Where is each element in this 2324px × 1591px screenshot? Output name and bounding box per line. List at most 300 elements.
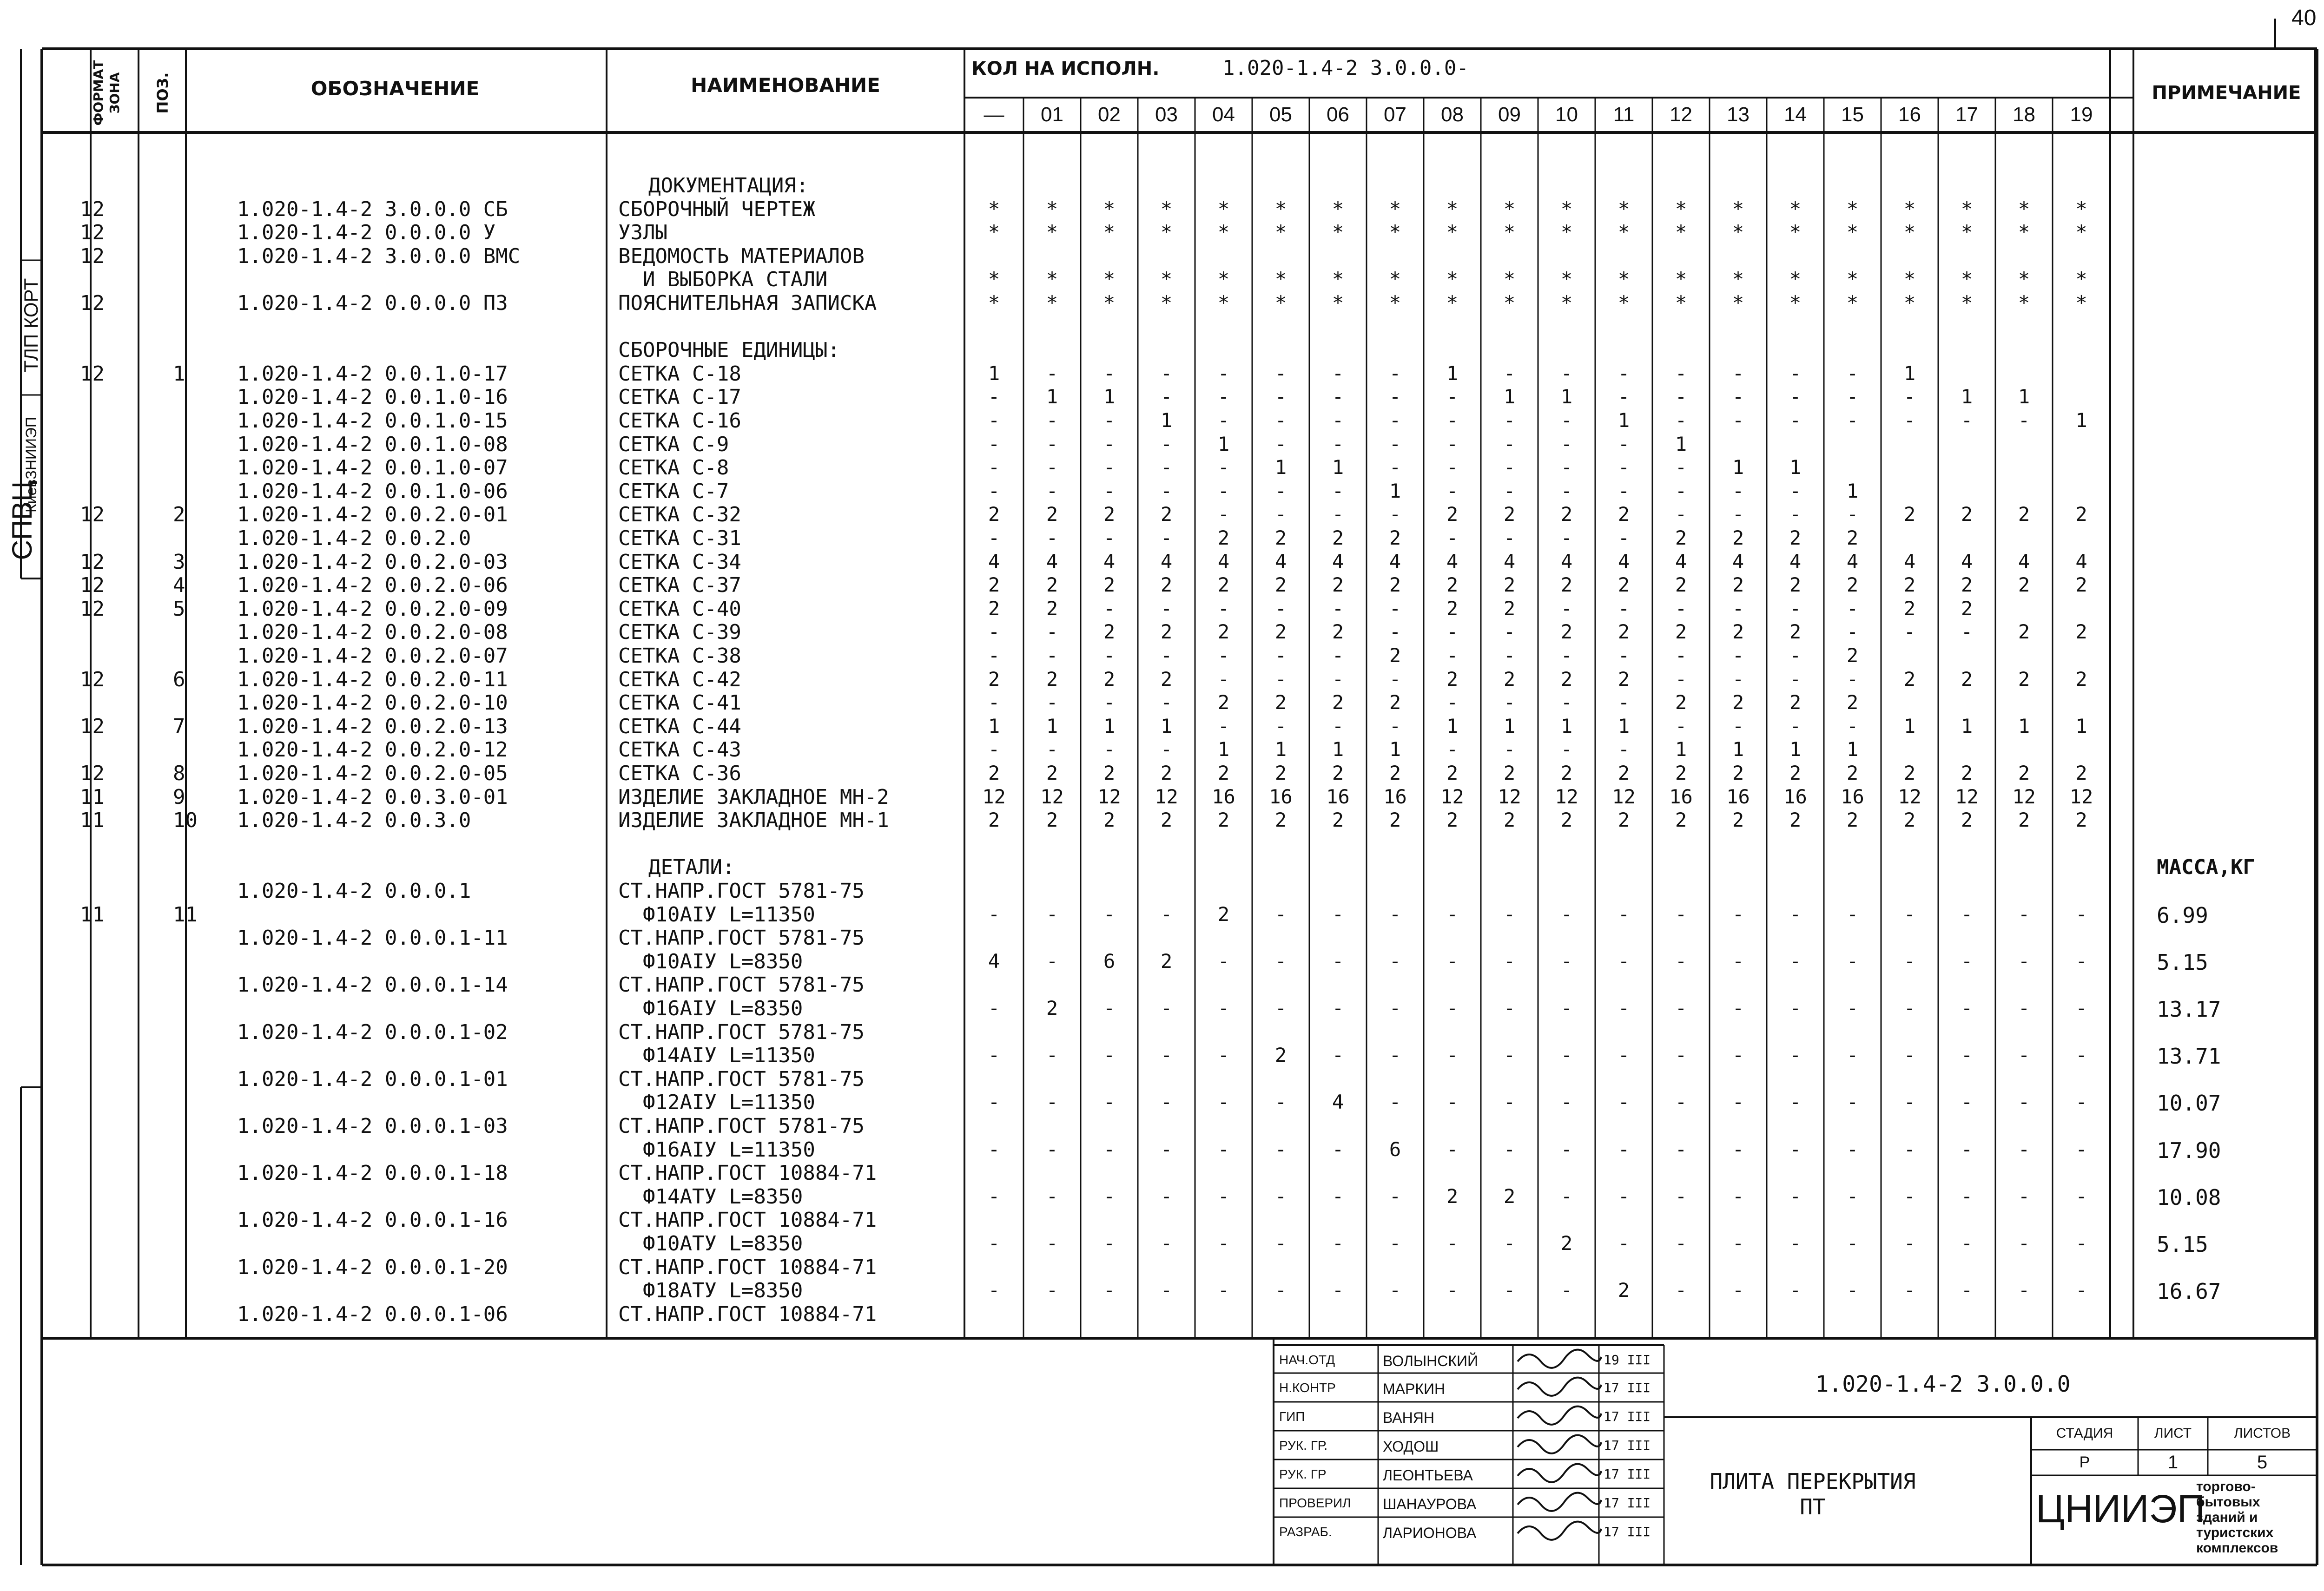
qty-cell: -: [1160, 432, 1173, 455]
qty-cell: -: [1160, 456, 1173, 479]
qty-cell: -: [2018, 1184, 2030, 1208]
qty-cell: -: [1103, 362, 1116, 385]
qty-cell: -: [1503, 479, 1516, 502]
qty-cell: -: [1560, 597, 1573, 620]
qty-cell: 1: [1389, 738, 1401, 761]
row-designation: 1.020-1.4-2 0.0.2.0-12: [237, 738, 508, 762]
qty-cell: 2: [1103, 503, 1116, 526]
qty-cell: -: [1903, 949, 1916, 973]
qty-cell: -: [1503, 997, 1516, 1019]
qty-cell: -: [1560, 691, 1573, 714]
mass-header: МАССА,КГ: [2157, 855, 2255, 880]
qty-cell: -: [1789, 1091, 1802, 1114]
qty-cell: -: [1732, 385, 1744, 408]
code-label: СПВЦ: [7, 480, 38, 560]
qty-cell: 4: [1846, 550, 1859, 573]
row-format: 11: [80, 809, 105, 833]
qty-cell: -: [1446, 1279, 1459, 1302]
qty-cell: -: [1389, 902, 1401, 926]
qty-cell: *: [988, 221, 1000, 244]
qty-cell: -: [1618, 385, 1630, 408]
qty-cell: -: [1560, 997, 1573, 1019]
qty-cell: -: [2075, 1184, 2087, 1208]
qty-cell: -: [1560, 1091, 1573, 1114]
qty-cell: -: [1160, 479, 1173, 502]
qty-cell: 2: [1846, 573, 1859, 597]
row-name: СТ.НАПР.ГОСТ 10884-71: [618, 1302, 877, 1326]
qty-cell: 2: [1046, 997, 1058, 1019]
qty-cell: -: [1217, 456, 1230, 479]
qty-cell: -: [1446, 1044, 1459, 1067]
qty-cell: 4: [988, 949, 1000, 973]
qty-cell: *: [1846, 197, 1859, 220]
row-name: СЕТКА С-17: [618, 385, 741, 409]
qty-cell: 1: [1618, 714, 1630, 737]
qty-cell: -: [1046, 526, 1058, 549]
row-name: СТ.НАПР.ГОСТ 5781-75: [618, 1114, 865, 1138]
variant-header: 05: [1269, 103, 1292, 126]
qty-cell: *: [1503, 197, 1516, 220]
qty-cell: -: [1217, 1137, 1230, 1161]
signer-date: 17 III: [1604, 1495, 1651, 1511]
qty-cell: -: [1961, 1184, 1973, 1208]
qty-cell: -: [1618, 456, 1630, 479]
qty-cell: -: [1618, 949, 1630, 973]
qty-cell: -: [1732, 503, 1744, 526]
qty-cell: -: [1103, 432, 1116, 455]
row-name: Ф10АIУ L=8350: [618, 949, 803, 973]
qty-cell: -: [1389, 714, 1401, 737]
qty-cell: 1: [1046, 385, 1058, 408]
variant-header: 19: [2070, 103, 2093, 126]
qty-cell: -: [1846, 667, 1859, 690]
qty-cell: -: [1274, 1279, 1287, 1302]
qty-cell: 2: [1446, 762, 1459, 784]
signer-name: ЛЕОНТЬЕВА: [1383, 1467, 1473, 1484]
qty-cell: -: [1675, 714, 1687, 737]
qty-cell: *: [1560, 291, 1573, 314]
qty-cell: 2: [2018, 503, 2030, 526]
row-format: 11: [80, 902, 105, 927]
qty-cell: -: [1160, 1184, 1173, 1208]
qty-cell: *: [1103, 197, 1116, 220]
row-name: УЗЛЫ: [618, 221, 667, 245]
qty-cell: -: [1332, 385, 1344, 408]
qty-cell: 1: [1675, 432, 1687, 455]
qty-cell: -: [1618, 1091, 1630, 1114]
qty-cell: 2: [2018, 667, 2030, 690]
qty-cell: -: [1903, 385, 1916, 408]
signer-name: ХОДОШ: [1383, 1438, 1439, 1455]
qty-cell: -: [2018, 1232, 2030, 1255]
signer-name: ВОЛЫНСКИЙ: [1383, 1353, 1478, 1369]
qty-cell: *: [1217, 221, 1230, 244]
qty-cell: 12: [982, 785, 1006, 808]
qty-cell: -: [1675, 1232, 1687, 1255]
qty-cell: 2: [1103, 667, 1116, 690]
qty-cell: 1: [1903, 714, 1916, 737]
qty-cell: *: [2075, 268, 2087, 291]
qty-cell: -: [988, 526, 1000, 549]
row-name: СТ.НАПР.ГОСТ 10884-71: [618, 1161, 877, 1185]
row-name: Ф10АIУ L=11350: [618, 902, 815, 927]
qty-cell: -: [1217, 385, 1230, 408]
qty-cell: -: [1103, 738, 1116, 761]
qty-cell: -: [988, 738, 1000, 761]
qty-cell: -: [1332, 362, 1344, 385]
qty-cell: *: [988, 197, 1000, 220]
qty-cell: -: [1217, 503, 1230, 526]
mass-value: 5.15: [2157, 949, 2208, 975]
qty-cell: -: [1217, 1232, 1230, 1255]
qty-cell: -: [1618, 362, 1630, 385]
qty-cell: -: [1903, 1184, 1916, 1208]
variant-header: 18: [2013, 103, 2035, 126]
qty-cell: 2: [1903, 597, 1916, 620]
qty-cell: -: [1446, 691, 1459, 714]
qty-cell: 1: [1846, 479, 1859, 502]
row-pos: 2: [173, 503, 185, 527]
qty-cell: *: [1961, 221, 1973, 244]
signature: [1518, 1407, 1601, 1425]
qty-cell: 2: [1274, 526, 1287, 549]
qty-cell: -: [1274, 1232, 1287, 1255]
qty-cell: -: [1332, 714, 1344, 737]
qty-cell: -: [1274, 949, 1287, 973]
qty-cell: -: [1160, 691, 1173, 714]
qty-cell: 2: [2018, 809, 2030, 832]
qty-cell: 12: [1040, 785, 1064, 808]
qty-cell: *: [1789, 197, 1802, 220]
qty-cell: -: [1160, 1279, 1173, 1302]
signer-role: Н.КОНТР: [1279, 1381, 1336, 1395]
qty-cell: *: [1274, 268, 1287, 291]
qty-cell: -: [1789, 902, 1802, 926]
org-subtitle: торгово-: [2196, 1479, 2256, 1494]
qty-cell: 2: [1503, 667, 1516, 690]
qty-cell: -: [1446, 456, 1459, 479]
qty-cell: -: [1903, 409, 1916, 432]
qty-cell: -: [988, 1279, 1000, 1302]
qty-cell: -: [1732, 1137, 1744, 1161]
qty-cell: -: [1103, 456, 1116, 479]
row-designation: 1.020-1.4-2 0.0.0.1-16: [237, 1208, 508, 1232]
variant-header: 09: [1498, 103, 1521, 126]
qty-cell: -: [1789, 997, 1802, 1019]
qty-cell: 2: [1446, 809, 1459, 832]
qty-cell: *: [1332, 291, 1344, 314]
row-name: Ф14АIУ L=11350: [618, 1044, 815, 1068]
signer-name: ВАНЯН: [1383, 1409, 1434, 1426]
qty-cell: -: [1046, 1184, 1058, 1208]
qty-cell: -: [2018, 409, 2030, 432]
qty-cell: *: [2075, 197, 2087, 220]
row-pos: 7: [173, 714, 185, 738]
qty-cell: -: [1675, 409, 1687, 432]
qty-cell: -: [2018, 902, 2030, 926]
header-name: НАИМЕНОВАНИЕ: [691, 74, 880, 97]
row-designation: 1.020-1.4-2 0.0.0.0 У: [237, 221, 496, 245]
qty-cell: -: [1446, 620, 1459, 644]
qty-cell: -: [1732, 902, 1744, 926]
variant-header: 12: [1670, 103, 1692, 126]
qty-cell: -: [1789, 644, 1802, 667]
qty-cell: -: [1560, 1184, 1573, 1208]
qty-cell: -: [1160, 902, 1173, 926]
qty-cell: -: [1217, 667, 1230, 690]
qty-cell: *: [988, 268, 1000, 291]
row-name: ИЗДЕЛИЕ ЗАКЛАДНОЕ МН-2: [618, 785, 889, 809]
qty-cell: -: [1732, 644, 1744, 667]
qty-cell: -: [1675, 1091, 1687, 1114]
qty-cell: -: [1217, 1184, 1230, 1208]
qty-cell: -: [1389, 1184, 1401, 1208]
qty-cell: 2: [2018, 620, 2030, 644]
qty-cell: -: [1046, 1137, 1058, 1161]
qty-cell: 4: [2075, 550, 2087, 573]
qty-cell: 2: [1160, 667, 1173, 690]
signer-date: 19 III: [1604, 1352, 1651, 1367]
qty-cell: -: [1332, 997, 1344, 1019]
qty-cell: -: [1503, 526, 1516, 549]
qty-cell: -: [1560, 479, 1573, 502]
qty-cell: -: [1332, 1184, 1344, 1208]
qty-cell: *: [1389, 268, 1401, 291]
qty-cell: 2: [1389, 762, 1401, 784]
qty-cell: *: [1618, 197, 1630, 220]
qty-cell: -: [1846, 1137, 1859, 1161]
signature: [1518, 1435, 1601, 1453]
qty-cell: -: [988, 691, 1000, 714]
stamp-title: ПЛИТА ПЕРЕКРЫТИЯ: [1710, 1469, 1916, 1494]
qty-cell: *: [1389, 197, 1401, 220]
qty-cell: -: [1503, 620, 1516, 644]
qty-cell: -: [1903, 1137, 1916, 1161]
qty-cell: *: [1903, 221, 1916, 244]
row-format: 12: [80, 714, 105, 738]
qty-cell: -: [1789, 1279, 1802, 1302]
qty-cell: -: [1846, 1091, 1859, 1114]
qty-cell: 2: [1103, 620, 1116, 644]
qty-cell: -: [1503, 362, 1516, 385]
qty-cell: *: [1217, 268, 1230, 291]
org-subtitle: бытовых: [2196, 1494, 2260, 1510]
qty-cell: 2: [1560, 809, 1573, 832]
qty-cell: -: [1503, 1279, 1516, 1302]
qty-cell: 4: [1332, 1091, 1344, 1114]
qty-cell: -: [1046, 362, 1058, 385]
qty-cell: -: [1046, 409, 1058, 432]
qty-cell: -: [2018, 1091, 2030, 1114]
qty-cell: 2: [1160, 809, 1173, 832]
qty-cell: -: [1503, 691, 1516, 714]
qty-cell: 12: [1498, 785, 1521, 808]
signer-date: 17 III: [1604, 1524, 1651, 1539]
qty-cell: -: [1046, 620, 1058, 644]
variant-header: 03: [1155, 103, 1178, 126]
qty-cell: *: [1046, 197, 1058, 220]
qty-cell: 2: [1389, 809, 1401, 832]
qty-cell: *: [1789, 268, 1802, 291]
qty-cell: 2: [1446, 503, 1459, 526]
qty-cell: 2: [1961, 762, 1973, 784]
qty-cell: -: [1274, 902, 1287, 926]
qty-cell: 2: [1446, 1184, 1459, 1208]
signer-role: НАЧ.ОТД: [1279, 1353, 1335, 1367]
sheet-value: 1: [2167, 1452, 2179, 1473]
qty-cell: 2: [1274, 691, 1287, 714]
row-format: 12: [80, 221, 105, 245]
qty-cell: 4: [1618, 550, 1630, 573]
qty-cell: -: [2075, 1279, 2087, 1302]
qty-cell: -: [1846, 902, 1859, 926]
qty-cell: -: [1103, 644, 1116, 667]
qty-cell: -: [1789, 1044, 1802, 1067]
qty-cell: *: [1046, 221, 1058, 244]
qty-cell: -: [1046, 432, 1058, 455]
qty-cell: *: [1675, 291, 1687, 314]
qty-cell: 2: [1160, 503, 1173, 526]
qty-cell: 2: [1903, 762, 1916, 784]
qty-cell: -: [1446, 997, 1459, 1019]
row-format: 12: [80, 503, 105, 527]
qty-cell: 4: [1046, 550, 1058, 573]
qty-cell: -: [988, 1137, 1000, 1161]
qty-cell: 2: [1274, 1044, 1287, 1067]
mass-value: 5.15: [2157, 1232, 2208, 1257]
qty-cell: 2: [1160, 949, 1173, 973]
qty-cell: 2: [1618, 762, 1630, 784]
qty-cell: *: [1961, 197, 1973, 220]
qty-cell: -: [1389, 620, 1401, 644]
qty-cell: 16: [1783, 785, 1807, 808]
qty-cell: -: [1846, 714, 1859, 737]
qty-cell: *: [2075, 221, 2087, 244]
row-designation: 1.020-1.4-2 0.0.3.0: [237, 809, 471, 833]
qty-cell: -: [1332, 1232, 1344, 1255]
qty-cell: 2: [1560, 762, 1573, 784]
qty-cell: 2: [1503, 809, 1516, 832]
qty-cell: -: [1160, 597, 1173, 620]
qty-cell: -: [1160, 1091, 1173, 1114]
qty-cell: -: [1503, 409, 1516, 432]
qty-cell: 2: [2075, 573, 2087, 597]
row-designation: 1.020-1.4-2 0.0.1.0-17: [237, 362, 508, 386]
qty-cell: 2: [1503, 1184, 1516, 1208]
qty-cell: *: [1217, 197, 1230, 220]
header-pos: ПОЗ.: [154, 72, 172, 114]
row-format: 12: [80, 667, 105, 691]
qty-cell: 4: [1789, 550, 1802, 573]
qty-cell: -: [1046, 1091, 1058, 1114]
row-name: СТ.НАПР.ГОСТ 10884-71: [618, 1208, 877, 1232]
qty-cell: *: [2018, 221, 2030, 244]
qty-cell: *: [1332, 221, 1344, 244]
qty-cell: -: [1160, 738, 1173, 761]
signer-name: ЛАРИОНОВА: [1383, 1525, 1477, 1541]
qty-cell: -: [1046, 949, 1058, 973]
qty-cell: -: [1789, 714, 1802, 737]
row-designation: 1.020-1.4-2 0.0.0.0 ПЗ: [237, 291, 508, 315]
qty-cell: -: [1160, 644, 1173, 667]
qty-cell: -: [1789, 1184, 1802, 1208]
qty-cell: -: [1274, 997, 1287, 1019]
qty-cell: 4: [2018, 550, 2030, 573]
qty-cell: 2: [1560, 503, 1573, 526]
mass-value: 13.71: [2157, 1044, 2221, 1069]
qty-cell: -: [1618, 902, 1630, 926]
row-designation: 1.020-1.4-2 0.0.2.0: [237, 526, 471, 550]
qty-cell: -: [1446, 949, 1459, 973]
qty-cell: 2: [1675, 809, 1687, 832]
qty-cell: -: [1675, 1184, 1687, 1208]
qty-cell: -: [1560, 526, 1573, 549]
qty-cell: *: [2075, 291, 2087, 314]
row-designation: 1.020-1.4-2 0.0.1.0-07: [237, 456, 508, 480]
qty-cell: 2: [1846, 691, 1859, 714]
qty-cell: *: [1846, 221, 1859, 244]
qty-cell: 2: [1274, 573, 1287, 597]
qty-cell: -: [1789, 667, 1802, 690]
variant-header: 04: [1212, 103, 1235, 126]
qty-cell: 2: [1103, 809, 1116, 832]
qty-cell: -: [1961, 902, 1973, 926]
qty-cell: -: [1961, 949, 1973, 973]
qty-cell: -: [988, 1044, 1000, 1067]
qty-cell: -: [2018, 1137, 2030, 1161]
qty-cell: 1: [1732, 456, 1744, 479]
qty-cell: 2: [1618, 1279, 1630, 1302]
header-qty-label: КОЛ НА ИСПОЛН.: [971, 58, 1160, 79]
qty-cell: *: [1903, 291, 1916, 314]
qty-cell: *: [1789, 221, 1802, 244]
qty-cell: -: [1274, 432, 1287, 455]
qty-cell: -: [1389, 949, 1401, 973]
qty-cell: 2: [1389, 573, 1401, 597]
qty-cell: 2: [1332, 526, 1344, 549]
qty-cell: 2: [2018, 762, 2030, 784]
qty-cell: 2: [1446, 573, 1459, 597]
row-pos: 9: [173, 785, 185, 809]
qty-cell: 2: [988, 503, 1000, 526]
stage-label: СТАДИЯ: [2056, 1426, 2113, 1441]
qty-cell: -: [1732, 667, 1744, 690]
qty-cell: 2: [1675, 620, 1687, 644]
row-name: Ф16АIУ L=8350: [618, 997, 803, 1020]
qty-cell: -: [1846, 409, 1859, 432]
qty-cell: 2: [1903, 667, 1916, 690]
qty-cell: -: [1903, 1091, 1916, 1114]
qty-cell: -: [1903, 997, 1916, 1019]
qty-cell: 2: [1389, 691, 1401, 714]
row-name: СТ.НАПР.ГОСТ 5781-75: [618, 926, 865, 950]
qty-cell: 4: [1274, 550, 1287, 573]
qty-cell: 2: [1046, 809, 1058, 832]
row-pos: 4: [173, 573, 185, 598]
qty-cell: -: [1732, 714, 1744, 737]
qty-cell: -: [1103, 902, 1116, 926]
qty-cell: 2: [1046, 503, 1058, 526]
qty-cell: 2: [1732, 762, 1744, 784]
row-format: 12: [80, 550, 105, 574]
qty-cell: -: [1217, 997, 1230, 1019]
variant-header: 02: [1098, 103, 1121, 126]
variant-header: 01: [1041, 103, 1063, 126]
qty-cell: -: [2075, 1091, 2087, 1114]
qty-cell: 16: [1269, 785, 1293, 808]
qty-cell: -: [1503, 644, 1516, 667]
row-name: И ВЫБОРКА СТАЛИ: [618, 268, 828, 292]
